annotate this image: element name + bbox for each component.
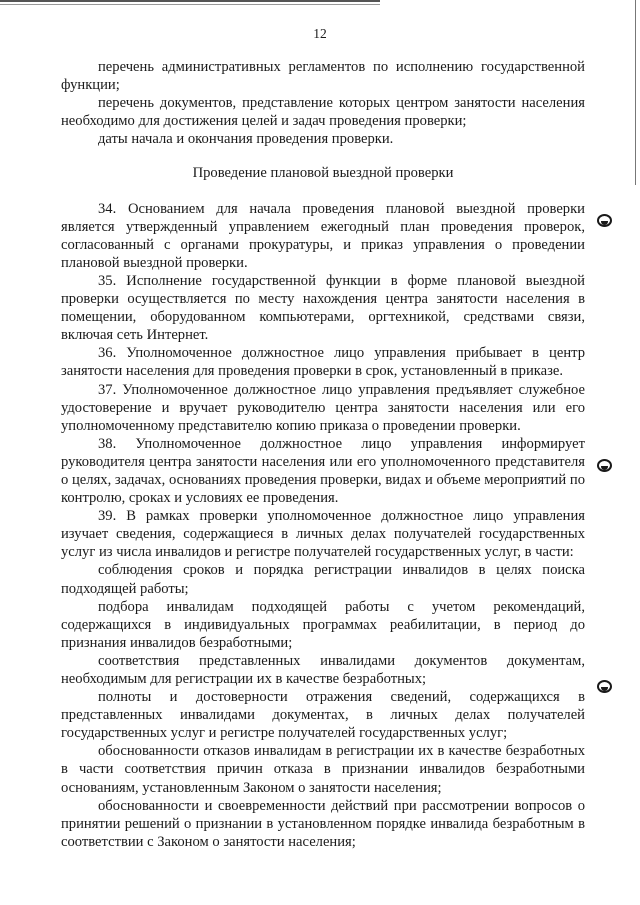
section-heading: Проведение плановой выездной проверки [192,165,454,182]
list-item-refusal-validity: обоснованности отказов инвалидам в регистрации их в качестве безработных в части соответствия причин отказа в признании инвалидов безработными основаниям, установленным Законом о занятости населения; [61,743,585,796]
paragraph-top-1: перечень административных регламентов по исполнению государственной функции; [61,59,585,94]
scan-edge-top [0,0,380,2]
document-body [61,58,585,851]
paragraph-35: 35. Исполнение государственной функции в форме плановой выездной проверки осуществляется по месту нахождения центра занятости населения в помещении, оборудованном компьютерами, оргтехникой, средствами связи, включая сеть Интернет. [61,272,585,344]
page-number: 12 [313,26,327,41]
list-item-decision-timeliness: обоснованности и своевременности действий при рассмотрении вопросов о принятии решений о признании в установленном порядке инвалида безработным в соответствии с Законом о занятости населения; [61,797,585,850]
paragraph-34: 34. Основанием для начала проведения плановой выездной проверки является утвержденный управлением ежегодный план проведения проверок, согласованный с органами прокуратуры, и приказ управления о проведении плановой выездной проверки. [61,200,585,271]
punch-hole-icon [597,459,612,472]
paragraph-38: 38. Уполномоченное должностное лицо управления информирует руководителя центра занятости населения или его уполномоченного представителя о целях, задачах, основаниях проведения проверки, видах и объеме мероприятий по контролю, сроках и условиях ее проведения. [61,435,585,507]
paragraph-37: 37. Уполномоченное должностное лицо управления предъявляет служебное удостоверение и вручает руководителю центра занятости населения или его уполномоченному представителю копию приказа о проведении проверки. [61,381,585,434]
scan-edge-top-secondary [0,4,380,5]
punch-hole-icon [597,680,612,693]
paragraph-top-3: даты начала и окончания проведения проверки. [98,131,394,148]
list-item-documents-compliance: соответствия представленных инвалидами документов документам, необходимым для регистрации их в качестве безработных; [61,652,585,687]
list-item-registration-terms: соблюдения сроков и порядка регистрации инвалидов в целях поиска подходящей работы; [61,562,585,597]
list-item-job-selection: подбора инвалидам подходящей работы с учетом рекомендаций, содержащихся в индивидуальных программах реабилитации, в период до признания инвалидов безработными; [61,598,585,651]
paragraph-39: 39. В рамках проверки уполномоченное должностное лицо управления изучает сведения, содержащиеся в личных делах получателей государственных услуг из числа инвалидов и регистре получателей государственных услуг, в части: [61,508,585,561]
punch-hole-icon [597,214,612,227]
paragraph-top-2: перечень документов, представление которых центром занятости населения необходимо для достижения целей и задач проведения проверки; [61,95,585,130]
paragraph-36: 36. Уполномоченное должностное лицо управления прибывает в центр занятости населения для проведения проверки в срок, установленный в приказе. [61,345,585,380]
list-item-data-completeness: полноты и достоверности отражения сведений, содержащихся в представленных инвалидами документах, в личных делах получателей государственных услуг и регистре получателей государственных услуг; [61,689,585,742]
